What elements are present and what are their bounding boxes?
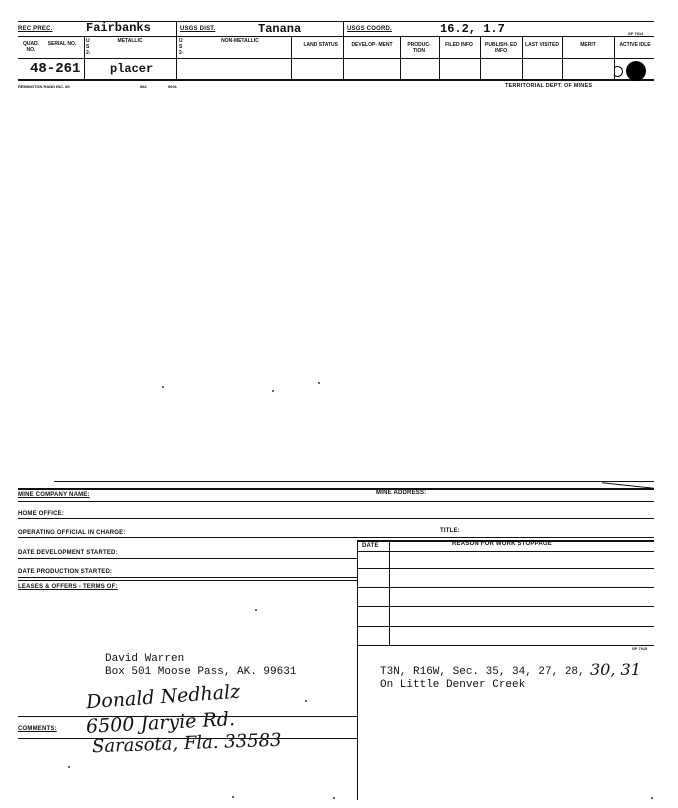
col-active-idle: ACTIVE IDLE: [619, 42, 651, 48]
footer-code1: 582: [140, 84, 147, 89]
speck: [162, 386, 164, 388]
operating-official-label: OPERATING OFFICIAL IN CHARGE:: [18, 530, 126, 536]
speck: [305, 700, 307, 702]
quad-serial-value: 48-261: [30, 61, 81, 77]
usgs-dist-label: USGS DIST.: [180, 26, 216, 32]
reason-header: REASON FOR WORK STOPPAGE: [452, 541, 552, 547]
speck: [651, 797, 653, 799]
handwritten-street: 6500 Jaryie Rd.: [85, 708, 236, 738]
footer-dept: TERRITORIAL DEPT. OF MINES: [505, 83, 593, 89]
metallic-value: placer: [110, 62, 154, 76]
location-handwritten: 30, 31: [590, 660, 641, 679]
mine-company-name-label: MINE COMPANY NAME:: [18, 492, 90, 498]
footer-printer: REMINGTON RAND INC. 80: [18, 84, 70, 89]
idle-indicator-icon: [612, 66, 623, 77]
footer-code2: 5601: [168, 84, 177, 89]
title-label: TITLE:: [440, 528, 460, 534]
col-filed-info: FILED INFO: [445, 42, 473, 48]
col-last-visited: LAST VISITED: [525, 42, 559, 48]
speck: [255, 609, 257, 611]
rec-prec-label: REC PREC.: [18, 26, 53, 32]
speck: [333, 797, 335, 799]
leases-offers-label: LEASES & OFFERS - TERMS OF:: [18, 584, 118, 590]
col-published-info: PUBLISH- ED INFO: [485, 42, 517, 54]
mine-address-label: MINE ADDRESS:: [376, 490, 427, 496]
speck: [272, 390, 274, 392]
form-number-2: SP 7915: [632, 646, 648, 651]
speck: [318, 382, 320, 384]
speck: [232, 796, 234, 798]
col-development: DEVELOP- MENT: [351, 42, 393, 48]
col-metallic: METALLIC: [117, 38, 143, 44]
usgs-coord-label: USGS COORD.: [347, 26, 392, 32]
col-production: PRODUC- TION: [407, 42, 431, 54]
usgs-dist-value: Tanana: [258, 22, 302, 36]
home-office-label: HOME OFFICE:: [18, 511, 65, 517]
owner-name: David Warren: [105, 653, 185, 665]
rec-prec-value: Fairbanks: [86, 21, 151, 35]
form-number: SP 7914: [628, 31, 644, 36]
col-land-status: LAND STATUS: [303, 42, 338, 48]
col-us: U S 2-: [86, 38, 91, 56]
speck: [68, 766, 70, 768]
col-us2: U S 2-: [179, 38, 184, 56]
handwritten-city: Sarasota, Fla. 33583: [91, 729, 282, 758]
creek-name: On Little Denver Creek: [380, 679, 526, 691]
col-serial-no: SERIAL NO.: [47, 41, 77, 47]
comments-label: COMMENTS:: [18, 726, 57, 732]
col-merit: MERIT: [580, 42, 596, 48]
owner-address: Box 501 Moose Pass, AK. 99631: [105, 666, 297, 678]
date-production-started-label: DATE PRODUCTION STARTED:: [18, 569, 113, 575]
handwritten-name: Donald Nedhalz: [85, 680, 241, 714]
col-non-metallic: NON-METALLIC: [221, 38, 259, 44]
date-header: DATE: [362, 543, 379, 549]
col-quad-no: QUAD. NO.: [22, 41, 40, 53]
active-indicator-icon: [626, 61, 646, 81]
location-typed: T3N, R16W, Sec. 35, 34, 27, 28,: [380, 666, 585, 678]
date-development-started-label: DATE DEVELOPMENT STARTED:: [18, 550, 118, 556]
usgs-coord-value: 16.2, 1.7: [440, 22, 505, 36]
